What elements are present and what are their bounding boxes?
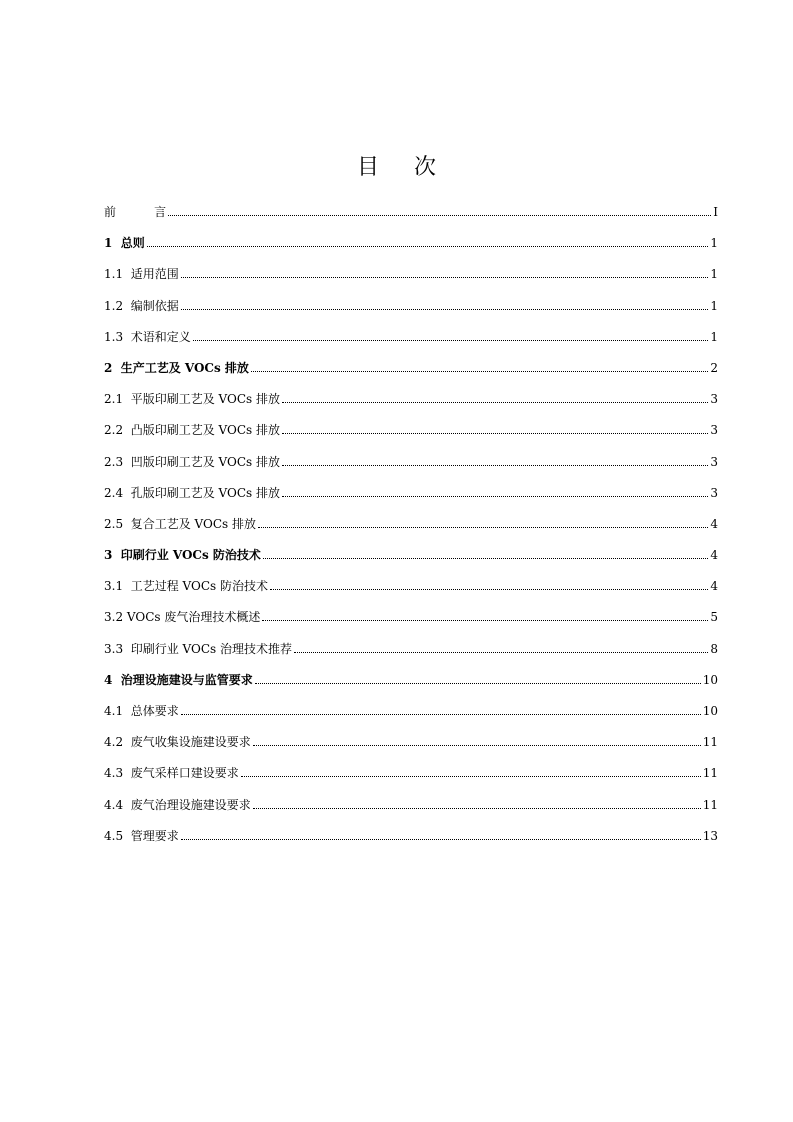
toc-entry-page-number: 3 — [710, 392, 718, 407]
toc-entry-label: 4.4 废气治理设施建设要求 — [104, 797, 251, 812]
toc-entry-label: 前 言 — [104, 205, 167, 219]
toc-entry-page-number: 4 — [710, 579, 718, 594]
toc-entry[interactable] — [104, 641, 718, 672]
toc-entry-page-number: 4 — [710, 516, 718, 531]
toc-entry[interactable] — [104, 329, 718, 360]
toc-leader-dots — [282, 401, 708, 403]
toc-entry[interactable] — [104, 298, 718, 329]
toc-entry[interactable] — [104, 516, 718, 547]
toc-entry[interactable] — [104, 578, 718, 609]
toc-leader-dots — [253, 744, 701, 746]
toc-leader-dots — [262, 619, 708, 621]
toc-entry-page-number: 1 — [710, 236, 718, 251]
toc-entry[interactable] — [104, 609, 718, 640]
toc-entry-page-number: 2 — [710, 360, 718, 375]
toc-leader-dots — [253, 807, 701, 809]
toc-leader-dots — [181, 276, 709, 278]
toc-entry-label: 3.2 VOCs 废气治理技术概述 — [104, 610, 261, 625]
toc-entry-label: 4.1 总体要求 — [104, 704, 179, 718]
toc-entry[interactable] — [104, 672, 718, 703]
toc-entry-label: 3.1 工艺过程 VOCs 防治技术 — [104, 579, 268, 594]
toc-entry-page-number: I — [713, 205, 718, 219]
toc-leader-dots — [255, 682, 701, 684]
toc-entry[interactable] — [104, 266, 718, 297]
toc-leader-dots — [294, 651, 708, 653]
toc-entry-page-number: 3 — [710, 454, 718, 469]
toc-leader-dots — [282, 464, 708, 466]
toc-entry-page-number: 10 — [702, 672, 718, 687]
toc-entry[interactable] — [104, 454, 718, 485]
toc-entry-page-number: 1 — [710, 298, 718, 313]
toc-entry-label: 3.3 印刷行业 VOCs 治理技术推荐 — [104, 641, 292, 656]
toc-entry-label: 1.2 编制依据 — [104, 298, 179, 313]
toc-entry[interactable] — [104, 485, 718, 516]
toc-entry[interactable] — [104, 422, 718, 453]
toc-entry-label: 2.1 平版印刷工艺及 VOCs 排放 — [104, 392, 280, 407]
toc-entry[interactable] — [104, 391, 718, 422]
toc-leader-dots — [251, 370, 708, 372]
toc-entry-page-number: 11 — [702, 735, 718, 750]
toc-entry-page-number: 1 — [710, 329, 718, 344]
toc-entry-label: 4.2 废气收集设施建设要求 — [104, 735, 251, 750]
toc-entry[interactable] — [104, 828, 718, 859]
toc-entry-page-number: 10 — [702, 704, 718, 718]
toc-entry-label: 4.3 废气采样口建设要求 — [104, 766, 239, 781]
table-of-contents — [104, 204, 718, 859]
toc-leader-dots — [282, 495, 708, 497]
toc-entry[interactable] — [104, 547, 718, 578]
toc-leader-dots — [168, 214, 711, 216]
toc-entry-page-number: 5 — [710, 610, 718, 625]
toc-leader-dots — [147, 245, 709, 247]
toc-entry-page-number: 3 — [710, 423, 718, 438]
toc-entry[interactable] — [104, 765, 718, 796]
toc-entry-label: 4 治理设施建设与监管要求 — [104, 672, 253, 687]
toc-entry-label: 1.1 适用范围 — [104, 267, 179, 282]
toc-entry-label: 3 印刷行业 VOCs 防治技术 — [104, 548, 261, 563]
toc-entry-page-number: 11 — [702, 766, 718, 781]
toc-entry[interactable] — [104, 360, 718, 391]
toc-leader-dots — [270, 588, 708, 590]
toc-leader-dots — [181, 713, 701, 715]
toc-entry[interactable] — [104, 235, 718, 266]
page-title: 目 次 — [357, 155, 450, 180]
toc-entry-page-number: 3 — [710, 485, 718, 500]
toc-entry-label: 1.3 术语和定义 — [104, 329, 191, 344]
toc-entry-label: 2.3 凹版印刷工艺及 VOCs 排放 — [104, 454, 280, 469]
toc-entry-page-number: 1 — [710, 267, 718, 282]
toc-leader-dots — [241, 775, 701, 777]
toc-entry-label: 4.5 管理要求 — [104, 828, 179, 843]
toc-entry-label: 2.5 复合工艺及 VOCs 排放 — [104, 516, 256, 531]
toc-entry[interactable] — [104, 703, 718, 734]
toc-entry-page-number: 4 — [710, 548, 718, 563]
toc-leader-dots — [181, 838, 701, 840]
toc-entry-label: 2 生产工艺及 VOCs 排放 — [104, 360, 249, 375]
toc-entry-label: 2.2 凸版印刷工艺及 VOCs 排放 — [104, 423, 280, 438]
toc-entry-label: 2.4 孔版印刷工艺及 VOCs 排放 — [104, 485, 280, 500]
toc-entry-page-number: 13 — [702, 828, 718, 843]
toc-leader-dots — [258, 526, 708, 528]
toc-leader-dots — [282, 432, 708, 434]
toc-entry[interactable] — [104, 204, 718, 235]
toc-entry-page-number: 11 — [702, 797, 718, 812]
toc-entry[interactable] — [104, 797, 718, 828]
toc-entry[interactable] — [104, 734, 718, 765]
toc-leader-dots — [193, 339, 709, 341]
toc-leader-dots — [263, 557, 708, 559]
toc-leader-dots — [181, 308, 709, 310]
toc-entry-label: 1 总则 — [104, 236, 145, 251]
toc-entry-page-number: 8 — [710, 641, 718, 656]
